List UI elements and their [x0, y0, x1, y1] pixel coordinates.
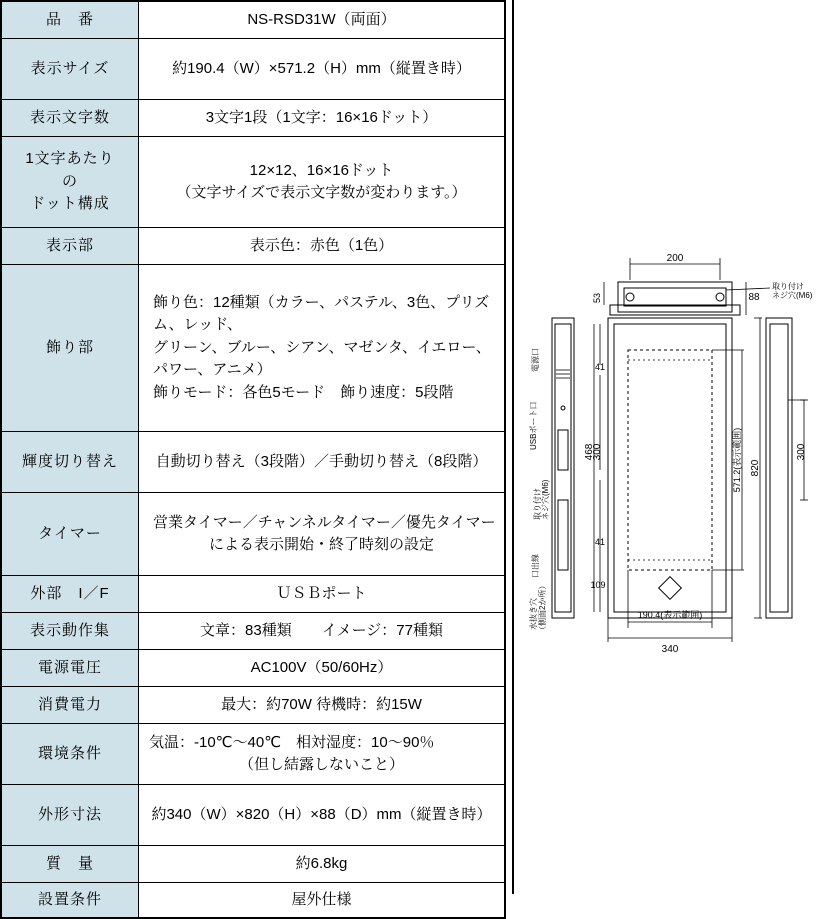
side-view-left-inner: [555, 324, 571, 612]
dim-label-41-top: 41: [594, 362, 606, 372]
table-row: [1, 265, 505, 432]
dim-label-468: 468: [584, 443, 595, 461]
row-value-environment: [139, 724, 506, 785]
table-row: [1, 576, 505, 613]
row-label-timer: タイマー: [1, 493, 139, 576]
row-label-environment: 環境条件: [1, 724, 139, 785]
dim-label-340: 340: [661, 644, 679, 655]
row-label-display-unit: 表示部: [1, 228, 139, 265]
side-view-usb-slot: [558, 430, 568, 470]
table-row: [1, 785, 505, 846]
row-value-decoration: [139, 265, 506, 432]
label-cable-outlet: 口出線: [531, 554, 540, 578]
table-row: [1, 39, 505, 100]
table-row: [1, 883, 505, 919]
top-view-left-hole: [626, 293, 634, 301]
row-label-display-size: 表示サイズ: [1, 39, 139, 100]
dim-label-41-bottom: 41: [594, 537, 606, 547]
label-mount-screw-b: ネジ穴(M6): [541, 479, 550, 520]
row-value-power: 最大：約70W 待機時：約15W: [139, 687, 506, 724]
table-row: [1, 650, 505, 687]
table-row: [1, 1, 505, 39]
dimension-drawing-panel: [512, 0, 822, 894]
dim-label-190: 190.4(表示範囲): [637, 610, 703, 620]
row-value-outer-dimensions: 約340（W）×820（H）×88（D）mm（縦置き時）: [139, 785, 506, 846]
dim-label-88: 88: [748, 292, 760, 303]
row-value-voltage: AC100V（50/60Hz）: [139, 650, 506, 687]
decoration-lines: 飾り色：12種類（カラー、パステル、3色、プリズム、レッド、 グリーン、ブルー、シアン、マゼンタ、イエロー、パワー、アニメ） 飾りモード：各色5モード 飾り速度：5段階: [153, 293, 491, 401]
label-drain-hole-a: 水抜き穴: [529, 598, 538, 630]
label-usb-port: USBポート口: [529, 401, 538, 450]
dim-label-820: 820: [750, 459, 761, 477]
label-power-port: 電源口: [531, 348, 540, 372]
side-view-right-inner: [770, 324, 788, 612]
front-view-outer: [608, 318, 732, 618]
table-row: [1, 687, 505, 724]
dim-label-53: 53: [592, 292, 602, 304]
row-label-decoration: 飾り部: [1, 265, 139, 432]
timer-lines: 営業タイマー／チャンネルタイマー／優先タイマー による表示開始・終了時刻の設定: [153, 513, 496, 553]
row-label-brightness: 輝度切り替え: [1, 432, 139, 493]
row-label-weight: 質 量: [1, 846, 139, 883]
side-view-hole: [561, 406, 565, 410]
row-label-char-count: 表示文字数: [1, 100, 139, 137]
table-row: [1, 137, 505, 228]
row-value-display-patterns: 文章：83種類 イメージ：77種類: [139, 613, 506, 650]
label-mount-screw-a: 取り付け: [533, 488, 542, 520]
table-row: [1, 846, 505, 883]
row-label-power: 消費電力: [1, 687, 139, 724]
row-value-dot-structure: [139, 137, 506, 228]
dim-label-109: 109: [590, 580, 606, 590]
row-value-weight: 約6.8kg: [139, 846, 506, 883]
top-view-right-hole: [716, 293, 724, 301]
dim-label-200: 200: [666, 253, 684, 264]
row-label-outer-dimensions: 外形寸法: [1, 785, 139, 846]
dot-structure-lines: 12×12、16×16ドット （文字サイズで表示文字数が変わります。）: [176, 161, 467, 201]
row-label-model: 品 番: [1, 1, 139, 39]
row-value-model: NS-RSD31W（両面）: [139, 1, 506, 39]
row-value-char-count: 3文字1段（1文字：16×16ドット）: [139, 100, 506, 137]
row-value-display-unit: 表示色：赤色（1色）: [139, 228, 506, 265]
dim-label-571: 571.2(表示範囲): [732, 427, 742, 493]
row-label-installation: 設置条件: [1, 883, 139, 919]
row-value-timer: [139, 493, 506, 576]
row-value-brightness: 自動切り替え（3段階）／手動切り替え（8段階）: [139, 432, 506, 493]
row-value-installation: 屋外仕様: [139, 883, 506, 919]
front-view-marker: [659, 577, 682, 600]
row-label-display-patterns: 表示動作集: [1, 613, 139, 650]
environment-lines: 気温：-10℃～40℃ 相対湿度：10～90％ （但し結露しないこと）: [149, 733, 435, 773]
row-label-dot-structure-lines: 1文字あたり の ドット構成: [25, 150, 115, 213]
dim-label-300: 300: [592, 443, 603, 461]
row-label-voltage: 電源電圧: [1, 650, 139, 687]
row-value-display-size: 約190.4（W）×571.2（H）mm（縦置き時）: [139, 39, 506, 100]
side-view-connector: [558, 500, 568, 570]
table-row: [1, 100, 505, 137]
front-view-display: [628, 350, 712, 570]
dim-label-right-300: 300: [796, 443, 807, 461]
table-row: [1, 613, 505, 650]
front-view-frame: [614, 324, 726, 612]
top-view-inner: [624, 288, 726, 306]
table-row: [1, 432, 505, 493]
row-label-external-if: 外部 I／F: [1, 576, 139, 613]
top-view-body: [618, 282, 732, 312]
dimension-drawing-svg: [514, 0, 822, 894]
table-row: [1, 493, 505, 576]
row-label-dot-structure: [1, 137, 139, 228]
table-row: [1, 228, 505, 265]
mount-note-line1: 取り付け: [772, 282, 804, 291]
table-row: [1, 724, 505, 785]
label-drain-hole-b: （側面2か所）: [538, 581, 547, 634]
row-value-external-if: ＵＳＢポート: [139, 576, 506, 613]
mount-note-line2: ネジ穴(M6): [772, 291, 813, 300]
